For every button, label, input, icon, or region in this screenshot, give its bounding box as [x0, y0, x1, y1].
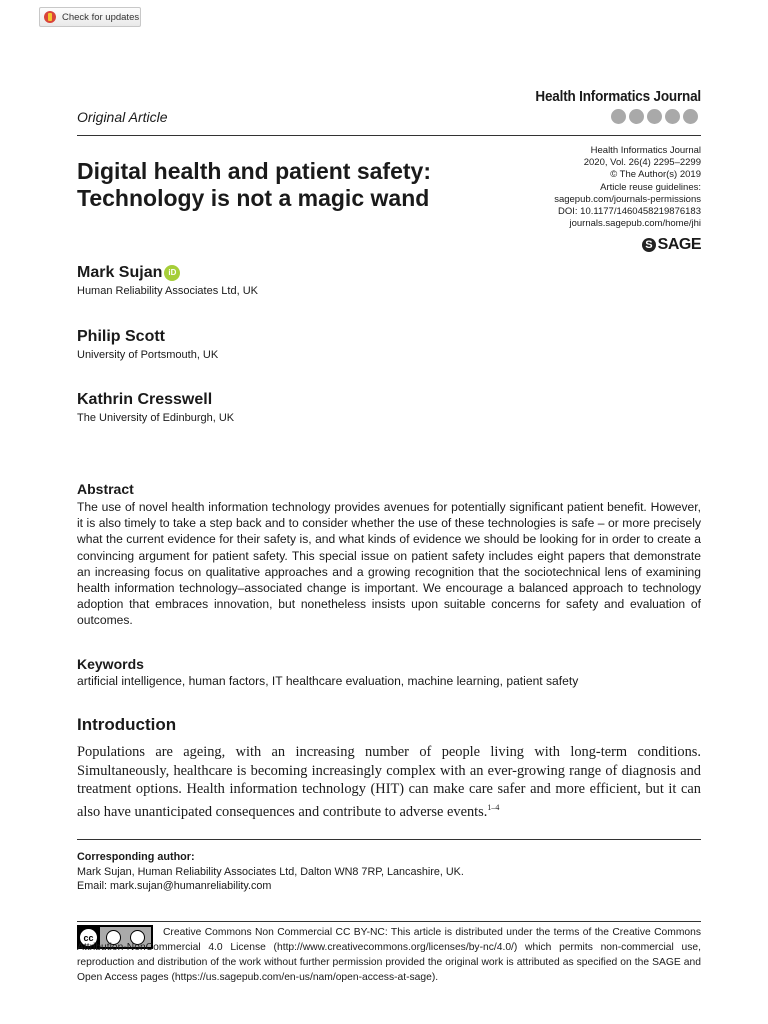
- bookmark-icon: [44, 11, 56, 23]
- keywords-heading: Keywords: [77, 656, 144, 672]
- meta-doi[interactable]: DOI: 10.1177/1460458219876183: [558, 206, 701, 218]
- abstract-heading: Abstract: [77, 481, 134, 497]
- author-name: Philip Scott: [77, 328, 165, 345]
- dot-icon: [683, 109, 698, 124]
- meta-journal-link[interactable]: journals.sagepub.com/home/jhi: [569, 218, 701, 230]
- author-affiliation: Human Reliability Associates Ltd, UK: [77, 285, 258, 297]
- corresponding-author: [77, 850, 464, 894]
- meta-copyright: © The Author(s) 2019: [610, 169, 701, 181]
- meta-permissions-link[interactable]: sagepub.com/journals-permissions: [554, 193, 701, 205]
- author-block: [77, 328, 218, 361]
- journal-logo-dots: [611, 109, 698, 124]
- introduction-text: [77, 743, 701, 821]
- header-divider: [77, 135, 701, 136]
- footnote-divider: [77, 839, 701, 840]
- check-for-updates-button[interactable]: [39, 7, 141, 27]
- corresponding-author-address: Mark Sujan, Human Reliability Associates Ltd, Dalton WN8 7RP, Lancashire, UK.: [77, 865, 464, 878]
- license-divider: [77, 921, 701, 922]
- sage-s-icon: S: [642, 238, 656, 252]
- check-for-updates-label: Check for updates: [62, 11, 140, 23]
- introduction-body: Populations are ageing, with an increasing number of people living with long-term conditions. Simultaneously, healthcare is becoming increasingly complex with an ever-growing range of diagnosis and treatment options. Health information technology (HIT) can make care safer and more efficient, but it can also have unanticipated consequences and contribute to adverse events.: [77, 744, 701, 820]
- author-block: [77, 391, 234, 424]
- dot-icon: [629, 109, 644, 124]
- introduction-heading: Introduction: [77, 715, 177, 734]
- article-type: Original Article: [77, 109, 168, 125]
- article-title: Digital health and patient safety: Technology is not a magic wand: [77, 158, 431, 211]
- license-text: [77, 925, 701, 985]
- author-affiliation: University of Portsmouth, UK: [77, 349, 219, 361]
- publisher-logo: [642, 236, 701, 254]
- license-body: Creative Commons Non Commercial CC BY-NC: This article is distributed under the terms of the Creative Commons Attribution-NonCommercial 4.0 License (http://www.creativecommons.org/licenses/by-nc/4.0/) which permits non-commercial use, reproduction and distribution of the work without further permission provided the original work is attributed as specified on the SAGE and Open Access pages (https://us.sagepub.com/en-us/nam/open-access-at-sage).: [77, 927, 701, 983]
- corresponding-author-email[interactable]: Email: mark.sujan@humanreliability.com: [77, 880, 272, 893]
- author-name: Mark Sujan: [77, 264, 163, 281]
- publisher-name: SAGE: [657, 236, 701, 253]
- dot-icon: [665, 109, 680, 124]
- meta-volume: 2020, Vol. 26(4) 2295–2299: [583, 157, 701, 169]
- dot-icon: [647, 109, 662, 124]
- corresponding-author-label: Corresponding author:: [77, 851, 195, 863]
- dot-icon: [611, 109, 626, 124]
- author-name: Kathrin Cresswell: [77, 391, 213, 408]
- cc-icon: cc: [79, 928, 98, 947]
- meta-journal: Health Informatics Journal: [590, 145, 701, 156]
- keywords-text: artificial intelligence, human factors, IT healthcare evaluation, machine learning, patient safety: [77, 674, 579, 688]
- journal-name: Health Informatics Journal: [535, 88, 701, 105]
- meta-reuse-label: Article reuse guidelines:: [600, 181, 701, 193]
- article-meta: [451, 145, 701, 230]
- author-affiliation: The University of Edinburgh, UK: [77, 412, 235, 424]
- orcid-icon[interactable]: iD: [164, 265, 180, 281]
- author-block: [77, 264, 258, 297]
- citation-ref[interactable]: 1–4: [487, 802, 500, 812]
- abstract-text: The use of novel health information technology provides avenues for potentially significant patient benefit. However, it is also timely to take a step back and to consider whether the use of these technologies is safe – or more precisely what the current evidence for their safety is, and what kinds of evidence we should be looking for in order to create a convincing argument for patient safety. This special issue on patient safety includes eight papers that demonstrate an increasing focus on qualitative approaches and a growing recognition that the sociotechnical lens of examining health information technology–associated change is important. We encourage a balanced approach to technology adoption that embraces innovation, but nonetheless insists upon suitable concerns for safety and evaluation of outcomes.: [77, 500, 701, 628]
